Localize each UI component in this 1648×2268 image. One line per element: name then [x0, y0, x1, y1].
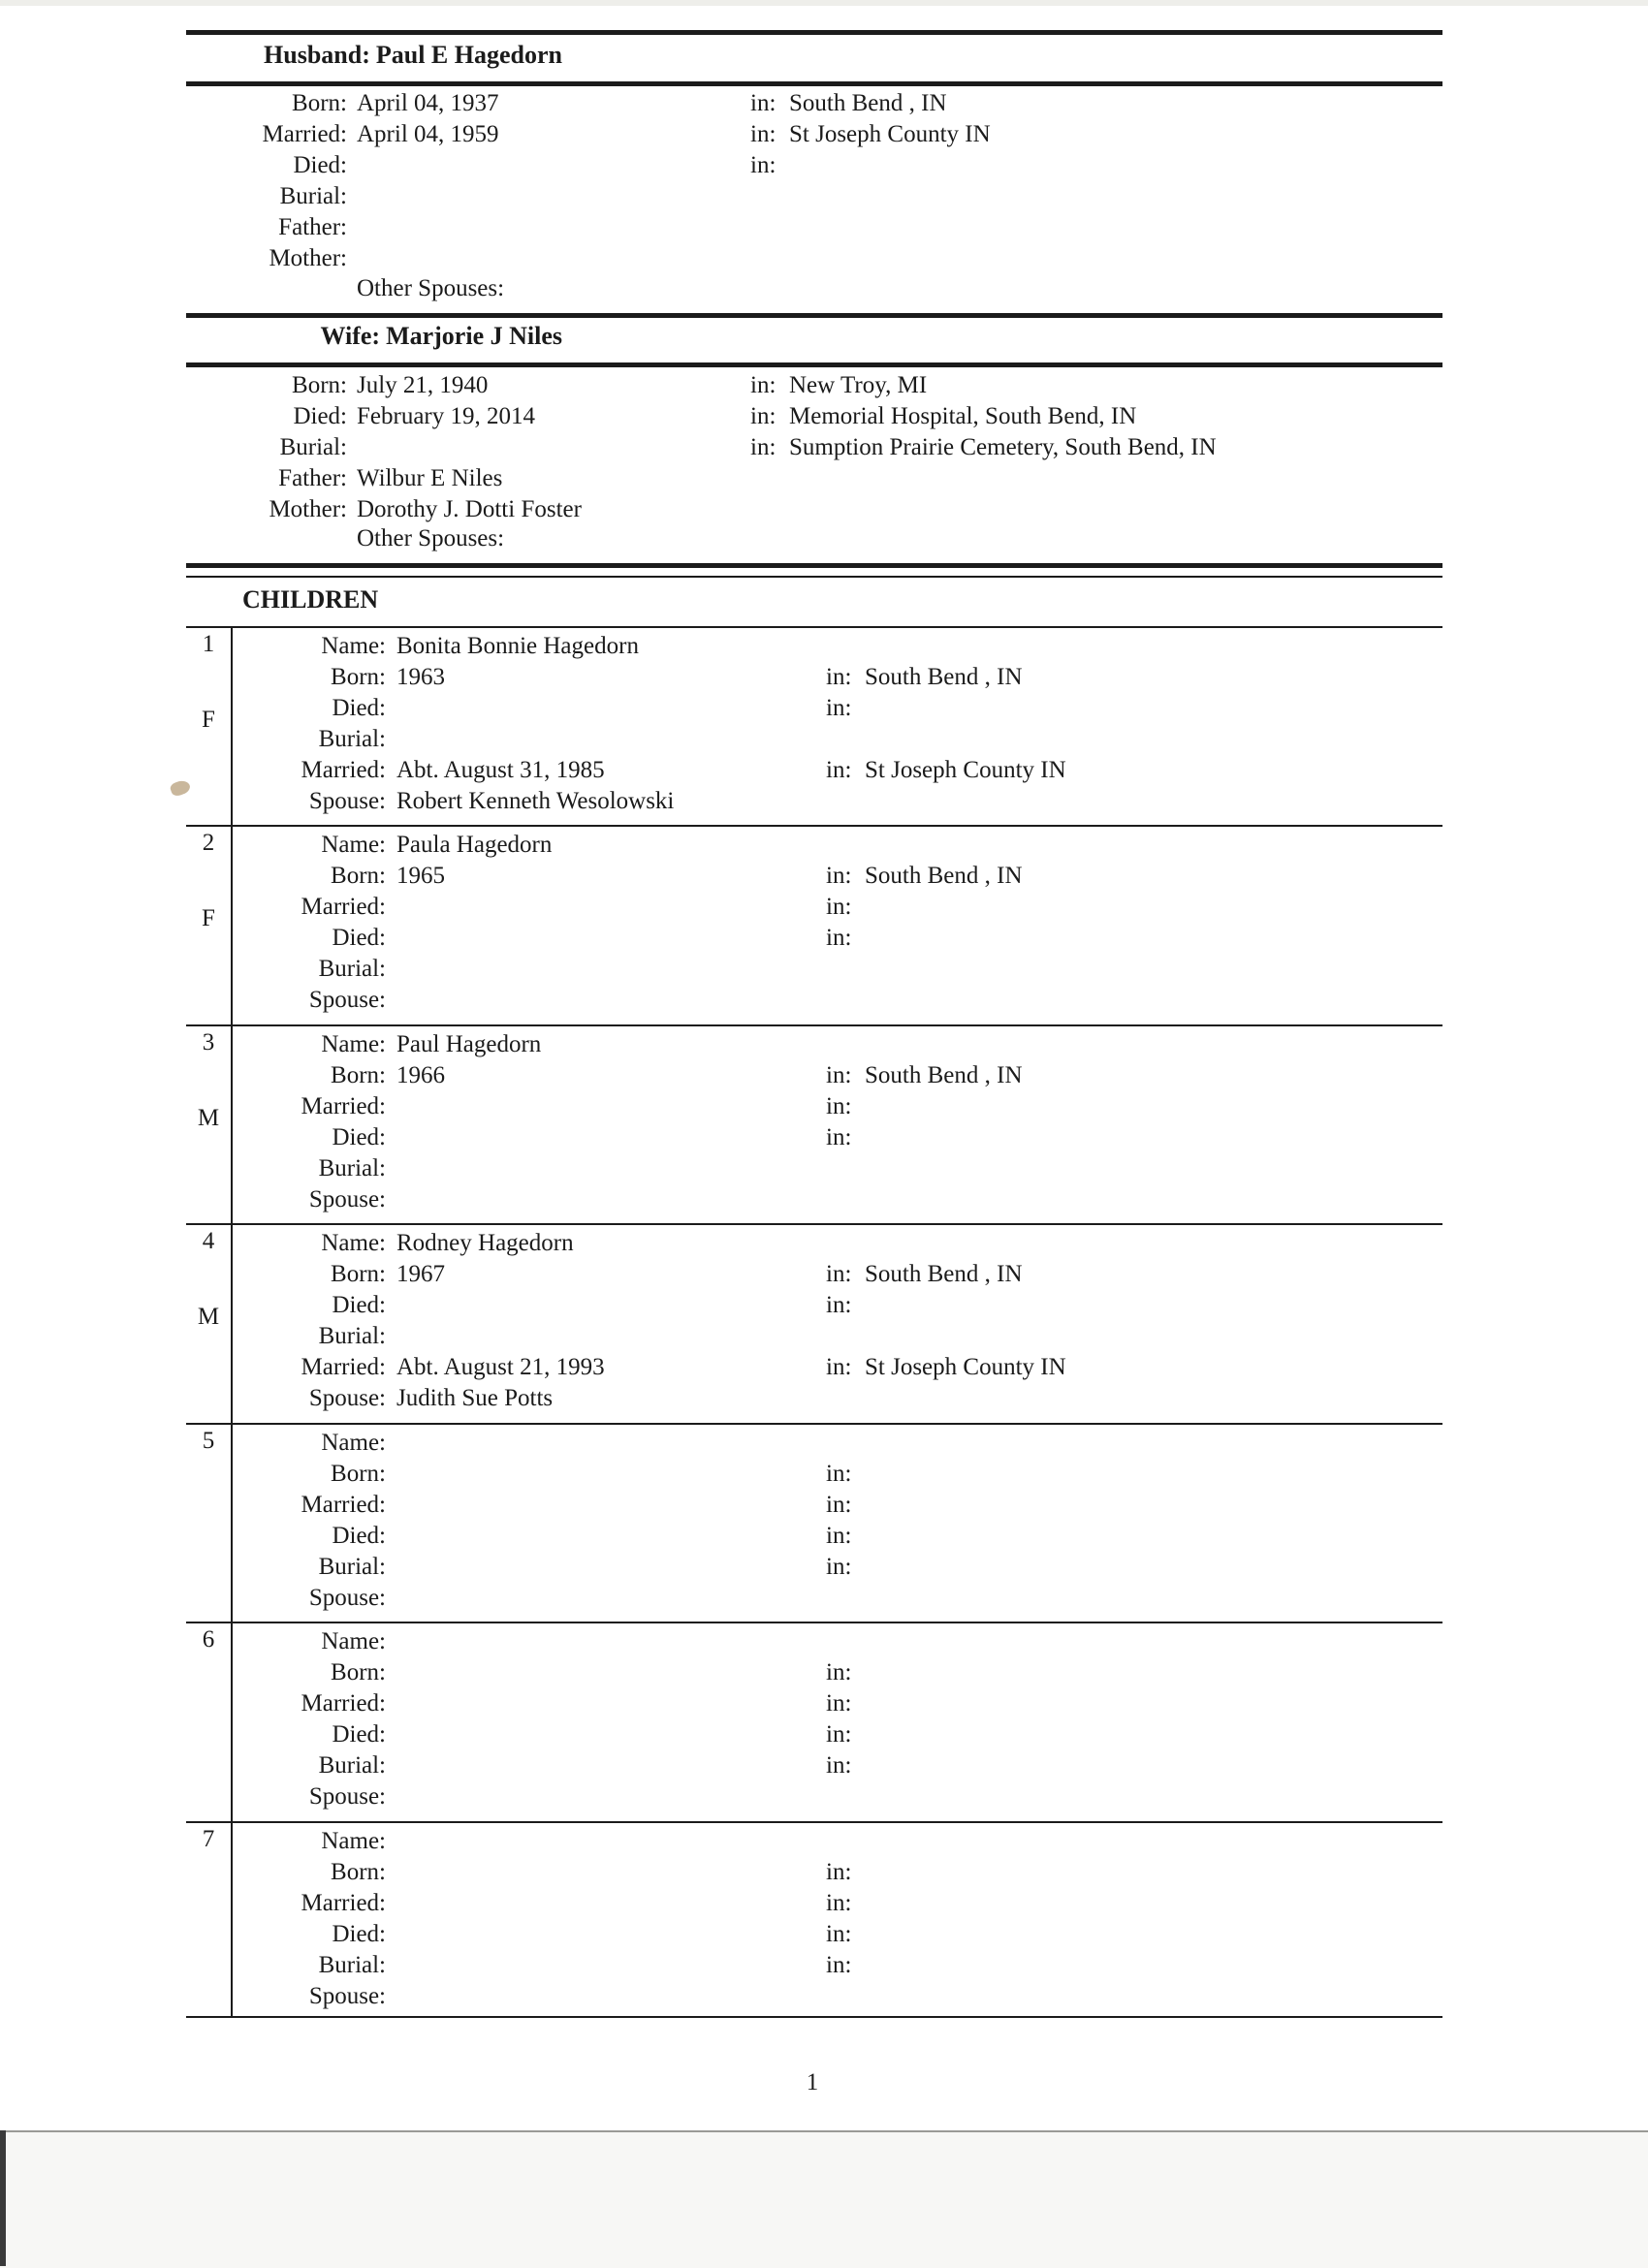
fact-row — [0, 1029, 1648, 1060]
in-label: in: — [826, 1554, 852, 1580]
fact-row — [0, 181, 1648, 212]
fact-label: Burial: — [318, 1752, 386, 1779]
fact-label: Married: — [301, 1354, 386, 1380]
in-label: in: — [826, 1752, 852, 1779]
child-sex: F — [202, 707, 215, 733]
fact-value: Abt. August 31, 1985 — [396, 757, 605, 783]
fact-place — [826, 755, 1066, 786]
in-label: in: — [826, 1523, 852, 1549]
in-label: in: — [826, 1292, 852, 1318]
fact-value: Abt. August 21, 1993 — [396, 1354, 605, 1380]
fact-label: Married: — [301, 757, 386, 783]
child-sex: M — [197, 1304, 220, 1330]
fact-row — [0, 693, 1648, 724]
fact-row — [0, 755, 1648, 786]
fact-place — [826, 1459, 865, 1490]
fact-row — [0, 1950, 1648, 1981]
fact-row — [0, 212, 1648, 243]
fact-label: Married: — [301, 1492, 386, 1518]
child-sex: F — [202, 905, 215, 931]
fact-row — [0, 830, 1648, 861]
fact-row — [0, 1228, 1648, 1259]
scan-top-edge — [0, 0, 1648, 6]
fact-place — [826, 1259, 1023, 1290]
fact-label: Died: — [332, 1124, 386, 1150]
place-value: St Joseph County IN — [865, 1354, 1066, 1380]
in-label: in: — [826, 695, 852, 721]
in-label: in: — [826, 1261, 852, 1287]
fact-place — [826, 693, 865, 724]
divider — [186, 30, 1442, 35]
fact-row — [0, 88, 1648, 119]
fact-row — [0, 1428, 1648, 1459]
fact-label: Name: — [321, 1230, 386, 1256]
fact-place — [826, 861, 1023, 892]
fact-row — [0, 370, 1648, 401]
fact-value: Judith Sue Potts — [396, 1385, 554, 1411]
fact-row — [0, 1153, 1648, 1184]
fact-row — [0, 1459, 1648, 1490]
fact-label: Born: — [331, 1659, 386, 1685]
fact-label: Died: — [332, 1921, 386, 1947]
in-label: in: — [826, 925, 852, 951]
in-label: in: — [826, 664, 852, 690]
fact-row — [0, 954, 1648, 985]
fact-label: Spouse: — [308, 1585, 386, 1611]
fact-label: Burial: — [318, 1323, 386, 1349]
in-label: in: — [750, 372, 776, 398]
fact-label: Married: — [301, 1093, 386, 1119]
fact-label: Born: — [331, 1062, 386, 1088]
fact-row — [0, 494, 1648, 525]
fact-label: Born: — [331, 863, 386, 889]
scanner-edge — [0, 2130, 6, 2266]
fact-label: Spouse: — [308, 1983, 386, 2009]
fact-value: Rodney Hagedorn — [396, 1230, 574, 1256]
fact-row — [0, 1583, 1648, 1614]
in-label: in: — [826, 894, 852, 920]
fact-place — [826, 1750, 865, 1781]
fact-label: Died: — [332, 1721, 386, 1748]
place-value: New Troy, MI — [789, 372, 928, 398]
fact-place — [826, 923, 865, 954]
fact-row — [0, 1657, 1648, 1688]
fact-value: Wilbur E Niles — [357, 465, 503, 491]
fact-row — [0, 1321, 1648, 1352]
fact-value: Paul Hagedorn — [396, 1031, 542, 1057]
fact-row — [0, 150, 1648, 181]
fact-label: Born: — [292, 372, 347, 398]
fact-label: Born: — [292, 90, 347, 116]
fact-value: April 04, 1937 — [357, 90, 499, 116]
place-value: Memorial Hospital, South Bend, IN — [789, 403, 1137, 429]
child-number: 7 — [202, 1826, 215, 1852]
in-label: in: — [826, 1461, 852, 1487]
husband-name: Paul E Hagedorn — [375, 41, 562, 69]
fact-value: April 04, 1959 — [357, 121, 499, 147]
child-number: 1 — [202, 631, 215, 657]
fact-value: Dorothy J. Dotti Foster — [357, 496, 582, 522]
fact-row — [0, 1521, 1648, 1552]
fact-value: 1966 — [396, 1062, 445, 1088]
fact-row — [0, 923, 1648, 954]
child-divider — [186, 1024, 1442, 1026]
fact-label: Spouse: — [308, 1186, 386, 1213]
fact-place — [826, 1657, 865, 1688]
fact-label: Died: — [332, 1523, 386, 1549]
fact-value: 1965 — [396, 863, 445, 889]
fact-value: Robert Kenneth Wesolowski — [396, 788, 675, 814]
fact-label: Burial: — [279, 183, 347, 209]
fact-row — [0, 432, 1648, 463]
divider — [186, 81, 1442, 86]
child-divider — [186, 1622, 1442, 1623]
in-label: in: — [750, 121, 776, 147]
fact-row — [0, 1857, 1648, 1888]
in-label: in: — [826, 1124, 852, 1150]
fact-row — [0, 1091, 1648, 1122]
fact-label: Mother: — [269, 496, 347, 522]
child-number: 5 — [202, 1428, 215, 1454]
fact-label: Name: — [321, 1430, 386, 1456]
child-divider — [186, 825, 1442, 827]
fact-label: Name: — [321, 1628, 386, 1654]
fact-label: Born: — [331, 664, 386, 690]
fact-label: Burial: — [318, 1952, 386, 1978]
divider — [186, 563, 1442, 568]
page-number: 1 — [806, 2069, 819, 2095]
place-value: South Bend , IN — [865, 1062, 1023, 1088]
child-number: 6 — [202, 1626, 215, 1653]
child-number: 3 — [202, 1029, 215, 1055]
fact-label: Burial: — [318, 1554, 386, 1580]
fact-row — [0, 892, 1648, 923]
place-value: St Joseph County IN — [865, 757, 1066, 783]
in-label: in: — [826, 1690, 852, 1717]
child-divider — [186, 1223, 1442, 1225]
fact-place — [826, 1552, 865, 1583]
fact-place — [826, 1888, 865, 1919]
fact-place — [750, 88, 947, 119]
children-heading: CHILDREN — [242, 585, 379, 614]
fact-value: February 19, 2014 — [357, 403, 535, 429]
fact-row — [0, 1552, 1648, 1583]
in-label: in: — [750, 90, 776, 116]
in-label: in: — [826, 1354, 852, 1380]
fact-row — [0, 861, 1648, 892]
fact-row — [0, 985, 1648, 1016]
divider — [186, 362, 1442, 367]
fact-label: Name: — [321, 633, 386, 659]
fact-label: Died: — [332, 695, 386, 721]
fact-label: Father: — [278, 465, 347, 491]
fact-place — [826, 1122, 865, 1153]
in-label: in: — [826, 1492, 852, 1518]
fact-value: 1967 — [396, 1261, 445, 1287]
fact-row — [0, 1888, 1648, 1919]
fact-label: Married: — [301, 1890, 386, 1916]
place-value: South Bend , IN — [865, 863, 1023, 889]
in-label: in: — [826, 757, 852, 783]
fact-row — [0, 1626, 1648, 1657]
in-label: in: — [750, 152, 776, 178]
fact-label: Mother: — [269, 245, 347, 271]
fact-label: Died: — [293, 403, 347, 429]
fact-row — [0, 1688, 1648, 1719]
fact-place — [750, 150, 789, 181]
place-value: St Joseph County IN — [789, 121, 991, 147]
fact-row — [0, 1919, 1648, 1950]
fact-label: Died: — [332, 925, 386, 951]
fact-label: Married: — [262, 121, 347, 147]
fact-row — [0, 786, 1648, 817]
place-value: South Bend , IN — [865, 664, 1023, 690]
fact-label: Married: — [301, 1690, 386, 1717]
in-label: in: — [826, 1721, 852, 1748]
in-label: in: — [826, 1952, 852, 1978]
fact-value: July 21, 1940 — [357, 372, 489, 398]
fact-row — [0, 1259, 1648, 1290]
fact-place — [826, 1719, 865, 1750]
in-label: in: — [826, 1890, 852, 1916]
child-divider — [186, 1423, 1442, 1425]
fact-place — [826, 1688, 865, 1719]
fact-label: Spouse: — [308, 987, 386, 1013]
fact-row — [0, 1981, 1648, 2012]
in-label: in: — [826, 1859, 852, 1885]
place-value: South Bend , IN — [865, 1261, 1023, 1287]
fact-value: Bonita Bonnie Hagedorn — [396, 633, 639, 659]
fact-place — [826, 892, 865, 923]
fact-row — [0, 1290, 1648, 1321]
scanner-background — [0, 2130, 1648, 2268]
fact-place — [826, 1857, 865, 1888]
fact-place — [826, 1290, 865, 1321]
in-label: in: — [826, 1093, 852, 1119]
fact-label: Name: — [321, 1031, 386, 1057]
fact-row — [0, 1184, 1648, 1215]
fact-label: Born: — [331, 1261, 386, 1287]
fact-place — [750, 370, 927, 401]
fact-row — [0, 119, 1648, 150]
fact-label: Married: — [301, 894, 386, 920]
fact-row — [0, 724, 1648, 755]
wife-name: Marjorie J Niles — [386, 322, 562, 350]
place-value: Sumption Prairie Cemetery, South Bend, IN — [789, 434, 1217, 460]
child-divider — [186, 1821, 1442, 1823]
fact-label: Born: — [331, 1859, 386, 1885]
wife-heading: Wife: — [320, 322, 381, 350]
fact-label: Father: — [278, 214, 347, 240]
fact-row — [0, 662, 1648, 693]
fact-row — [0, 1750, 1648, 1781]
fact-label: Burial: — [318, 956, 386, 982]
divider — [186, 626, 1442, 628]
fact-label: Burial: — [318, 1155, 386, 1181]
fact-row — [0, 401, 1648, 432]
in-label: in: — [826, 863, 852, 889]
fact-place — [826, 1490, 865, 1521]
fact-row — [0, 1719, 1648, 1750]
fact-place — [750, 432, 1217, 463]
child-number: 4 — [202, 1228, 215, 1254]
fact-row — [0, 1352, 1648, 1383]
husband-heading: Husband: — [264, 41, 370, 69]
divider — [186, 576, 1442, 578]
fact-row — [0, 1122, 1648, 1153]
fact-label: Spouse: — [308, 1783, 386, 1810]
fact-row — [0, 1490, 1648, 1521]
fact-label: Name: — [321, 1828, 386, 1854]
fact-label: Burial: — [279, 434, 347, 460]
fact-row — [0, 1781, 1648, 1812]
in-label: in: — [750, 434, 776, 460]
fact-label: Name: — [321, 832, 386, 858]
in-label: in: — [826, 1659, 852, 1685]
fact-row — [0, 631, 1648, 662]
fact-label: Burial: — [318, 726, 386, 752]
fact-place — [826, 1521, 865, 1552]
in-label: in: — [750, 403, 776, 429]
fact-row — [0, 463, 1648, 494]
fact-label: Died: — [332, 1292, 386, 1318]
fact-place — [826, 1352, 1066, 1383]
fact-row — [0, 1383, 1648, 1414]
fact-place — [750, 401, 1136, 432]
fact-row — [0, 243, 1648, 274]
fact-place — [826, 1919, 865, 1950]
fact-place — [826, 1091, 865, 1122]
fact-row — [0, 1826, 1648, 1857]
fact-place — [826, 1060, 1023, 1091]
in-label: in: — [826, 1062, 852, 1088]
fact-place — [826, 662, 1023, 693]
fact-label: Spouse: — [308, 1385, 386, 1411]
fact-place — [826, 1950, 865, 1981]
place-value: South Bend , IN — [789, 90, 947, 116]
fact-label: Spouse: — [308, 788, 386, 814]
child-sex: M — [197, 1105, 220, 1131]
fact-row — [0, 1060, 1648, 1091]
wife-other-spouses: Other Spouses: — [357, 525, 505, 551]
child-divider — [186, 2016, 1442, 2018]
fact-place — [750, 119, 991, 150]
fact-value: 1963 — [396, 664, 445, 690]
divider — [186, 313, 1442, 318]
fact-value: Paula Hagedorn — [396, 832, 553, 858]
in-label: in: — [826, 1921, 852, 1947]
husband-other-spouses: Other Spouses: — [357, 275, 505, 301]
child-number: 2 — [202, 830, 215, 856]
fact-label: Born: — [331, 1461, 386, 1487]
fact-label: Died: — [293, 152, 347, 178]
